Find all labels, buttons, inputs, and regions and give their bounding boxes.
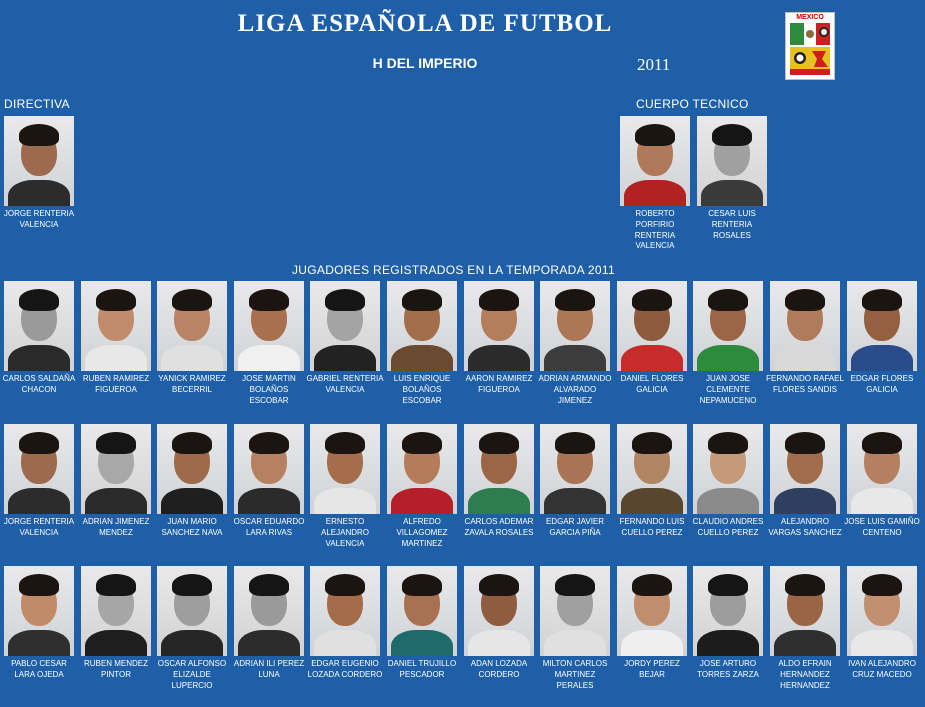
- person-card: [770, 566, 840, 691]
- person-photo: [464, 281, 534, 371]
- person-name: MILTON CARLOS MARTINEZ PERALES: [542, 659, 608, 690]
- person-photo: [540, 281, 610, 371]
- person-photo: [617, 281, 687, 371]
- person-photo: [464, 424, 534, 514]
- person-name: EDGAR EUGENIO LOZADA CORDERO: [307, 659, 383, 679]
- person-card: [693, 281, 763, 406]
- team-name: H DEL IMPERIO: [372, 55, 478, 71]
- person-name: JORDY PEREZ BEJAR: [624, 659, 680, 679]
- person-name: ADRIAN ARMANDO ALVARADO JIMENEZ: [538, 374, 612, 405]
- person-card: [617, 424, 687, 539]
- person-card: [234, 566, 304, 681]
- person-card: [4, 116, 74, 231]
- person-photo: [693, 424, 763, 514]
- person-card: [4, 566, 74, 681]
- person-photo: [387, 281, 457, 371]
- league-title: LIGA ESPAÑOLA DE FUTBOL: [237, 10, 613, 37]
- crest-icon: [786, 13, 834, 79]
- person-photo: [310, 281, 380, 371]
- mexico-flag-logo: [785, 12, 835, 80]
- person-photo: [81, 566, 151, 656]
- person-photo: [693, 566, 763, 656]
- person-photo: [617, 424, 687, 514]
- person-card: [617, 566, 687, 681]
- person-photo: [387, 566, 457, 656]
- person-card: [464, 281, 534, 396]
- person-name: JORGE RENTERIA VALENCIA: [3, 517, 75, 537]
- person-photo: [4, 116, 74, 206]
- person-name: RUBEN MENDEZ PINTOR: [83, 659, 148, 679]
- person-card: [4, 281, 74, 396]
- person-photo: [310, 566, 380, 656]
- person-card: [157, 424, 227, 539]
- person-name: EDGAR FLORES GALICIA: [850, 374, 914, 394]
- person-name: PABLO CESAR LARA OJEDA: [11, 659, 67, 679]
- person-card: [540, 281, 610, 406]
- person-photo: [464, 566, 534, 656]
- person-name: GABRIEL RENTERIA VALENCIA: [306, 374, 384, 394]
- person-photo: [157, 281, 227, 371]
- section-directiva: DIRECTIVA: [4, 97, 70, 111]
- person-photo: [157, 566, 227, 656]
- person-card: [464, 424, 534, 539]
- person-card: [234, 281, 304, 406]
- person-name: ADRIAN ILI PEREZ LUNA: [233, 659, 305, 679]
- person-card: [847, 566, 917, 681]
- person-card: [157, 566, 227, 691]
- person-card: [540, 424, 610, 539]
- person-photo: [770, 424, 840, 514]
- person-photo: [310, 424, 380, 514]
- person-photo: [540, 424, 610, 514]
- person-photo: [693, 281, 763, 371]
- person-card: [387, 566, 457, 681]
- person-photo: [234, 566, 304, 656]
- person-name: LUIS ENRIQUE BOLAÑOS ESCOBAR: [393, 374, 451, 405]
- person-name: JOSE LUIS GAMIÑO CENTENO: [844, 517, 920, 537]
- person-card: [464, 566, 534, 681]
- person-card: [387, 424, 457, 549]
- person-name: YANICK RAMIREZ BECERRIL: [158, 374, 226, 394]
- person-card: [540, 566, 610, 691]
- person-card: [307, 566, 383, 681]
- person-photo: [770, 281, 840, 371]
- person-name: JOSE ARTURO TORRES ZARZA: [697, 659, 759, 679]
- person-name: FERNANDO LUIS CUELLO PEREZ: [619, 517, 685, 537]
- person-photo: [770, 566, 840, 656]
- person-name: JUAN MARIO SANCHEZ NAVA: [161, 517, 223, 537]
- person-photo: [617, 566, 687, 656]
- person-photo: [847, 424, 917, 514]
- person-photo: [847, 566, 917, 656]
- person-name: AARON RAMIREZ FIGUEROA: [465, 374, 533, 394]
- section-cuerpo-tecnico: CUERPO TECNICO: [636, 97, 749, 111]
- person-card: [693, 566, 763, 681]
- person-photo: [81, 424, 151, 514]
- person-name: ADAN LOZADA CORDERO: [470, 659, 528, 679]
- person-card: [310, 424, 380, 549]
- person-name: JUAN JOSE CLEMENTE NEPAMUCENO: [699, 374, 757, 405]
- person-name: OSCAR EDUARDO LARA RIVAS: [233, 517, 305, 537]
- person-photo: [620, 116, 690, 206]
- person-card: [844, 424, 920, 539]
- person-photo: [540, 566, 610, 656]
- person-card: [617, 281, 687, 396]
- person-card: [620, 116, 690, 252]
- person-card: [693, 424, 763, 539]
- person-card: [847, 281, 917, 396]
- person-photo: [4, 424, 74, 514]
- person-photo: [234, 281, 304, 371]
- person-photo: [4, 281, 74, 371]
- person-name: JOSE MARTIN BOLAÑOS ESCOBAR: [242, 374, 296, 405]
- person-name: OSCAR ALFONSO ELIZALDE LUPERCIO: [157, 659, 227, 690]
- person-name: CESAR LUIS RENTERIA ROSALES: [708, 209, 756, 240]
- person-name: RUBEN RAMIREZ FIGUEROA: [82, 374, 150, 394]
- person-name: ALFREDO VILLAGOMEZ MARTINEZ: [396, 517, 448, 548]
- person-photo: [234, 424, 304, 514]
- person-photo: [4, 566, 74, 656]
- person-card: [234, 424, 304, 539]
- person-photo: [81, 281, 151, 371]
- person-card: [387, 281, 457, 406]
- season-year: 2011: [637, 55, 671, 74]
- person-card: [4, 424, 74, 539]
- person-name: EDGAR JAVIER GARCIA PIÑA: [545, 517, 605, 537]
- person-card: [697, 116, 767, 241]
- person-name: FERNANDO RAFAEL FLORES SANDIS: [766, 374, 844, 394]
- person-photo: [387, 424, 457, 514]
- person-photo: [847, 281, 917, 371]
- person-name: ROBERTO PORFIRIO RENTERIA VALENCIA: [634, 209, 676, 251]
- person-name: CARLOS SALDAÑA CHACON: [2, 374, 76, 394]
- person-name: ALDO EFRAIN HERNANDEZ HERNANDEZ: [778, 659, 832, 690]
- person-name: IVAN ALEJANDRO CRUZ MACEDO: [848, 659, 916, 679]
- person-name: JORGE RENTERIA VALENCIA: [3, 209, 75, 229]
- person-name: CLAUDIO ANDRES CUELLO PEREZ: [692, 517, 764, 537]
- person-name: ALEJANDRO VARGAS SANCHEZ: [768, 517, 842, 537]
- person-photo: [157, 424, 227, 514]
- person-card: [770, 424, 840, 539]
- person-card: [81, 566, 151, 681]
- logo-label: MEXICO: [796, 14, 824, 21]
- person-name: DANIEL FLORES GALICIA: [620, 374, 684, 394]
- person-name: ERNESTO ALEJANDRO VALENCIA: [320, 517, 369, 548]
- person-name: DANIEL TRUJILLO PESCADOR: [387, 659, 457, 679]
- person-name: ADRIAN JIMENEZ MENDEZ: [82, 517, 150, 537]
- section-jugadores: JUGADORES REGISTRADOS EN LA TEMPORADA 2011: [292, 263, 615, 277]
- person-card: [157, 281, 227, 396]
- person-card: [81, 281, 151, 396]
- person-name: CARLOS ADEMAR ZAVALA ROSALES: [464, 517, 534, 537]
- person-card: [306, 281, 384, 396]
- person-card: [766, 281, 844, 396]
- person-photo: [697, 116, 767, 206]
- person-card: [81, 424, 151, 539]
